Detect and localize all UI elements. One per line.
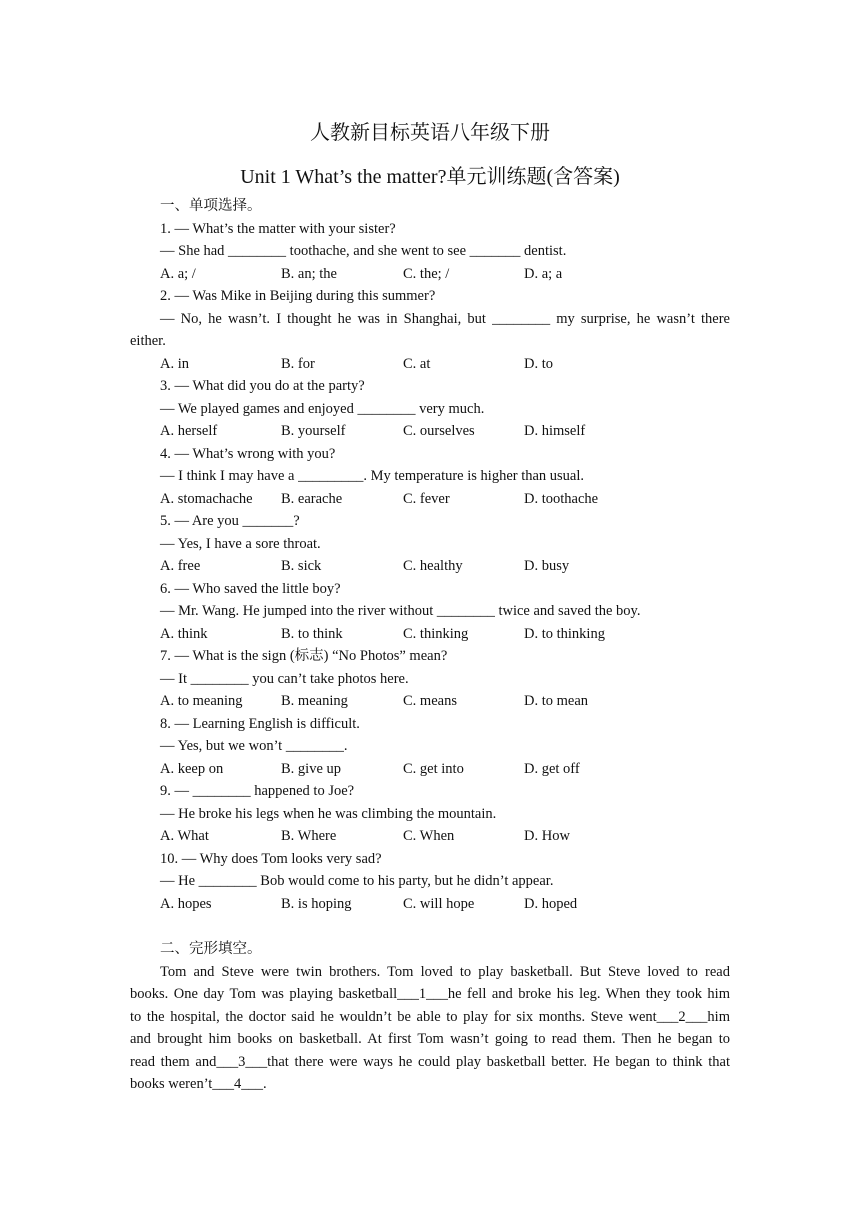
option-a: A. keep on — [160, 761, 224, 777]
question-answer-line: — Yes, but we won’t ________. — [160, 738, 348, 754]
option-b: B. for — [281, 356, 315, 372]
passage-line: and brought him books on basketball. At first Tom wasn’t going to read them. Then he began to — [130, 1031, 730, 1047]
option-a: A. free — [160, 558, 201, 574]
option-b: B. to think — [281, 626, 343, 642]
passage-line: to the hospital, the doctor said he wouldn’t be able to play for six months. Steve went___2___him — [130, 1009, 730, 1025]
option-d: D. a; a — [524, 266, 563, 282]
option-a: A. in — [160, 356, 189, 372]
option-d: D. toothache — [524, 491, 599, 507]
option-c: C. fever — [403, 491, 450, 507]
question-answer-line: — I think I may have a _________. My temperature is higher than usual. — [160, 468, 585, 484]
option-c: C. at — [403, 356, 431, 372]
passage-line: books weren’t___4___. — [130, 1076, 267, 1092]
question-stem: 10. — Why does Tom looks very sad? — [160, 851, 382, 867]
question-answer-line: — It ________ you can’t take photos here. — [160, 671, 409, 687]
option-c: C. the; / — [403, 266, 450, 282]
question-stem: 8. — Learning English is difficult. — [160, 716, 360, 732]
option-c: C. thinking — [403, 626, 469, 642]
passage-line: Tom and Steve were twin brothers. Tom loved to play basketball. But Steve loved to read — [160, 964, 730, 980]
question-stem: 2. — Was Mike in Beijing during this summer? — [160, 288, 436, 304]
option-a: A. stomachache — [160, 491, 253, 507]
option-d: D. to thinking — [524, 626, 605, 642]
option-b: B. earache — [281, 491, 343, 507]
question-stem: 7. — What is the sign (标志) “No Photos” mean? — [160, 648, 448, 664]
option-d: D. to — [524, 356, 553, 372]
option-d: D. hoped — [524, 896, 578, 912]
question-answer-line: — We played games and enjoyed ________ very much. — [160, 401, 485, 417]
option-c: C. healthy — [403, 558, 463, 574]
document-subtitle: Unit 1 What’s the matter?单元训练题(含答案) — [240, 166, 620, 188]
option-b: B. Where — [281, 828, 337, 844]
option-d: D. to mean — [524, 693, 589, 709]
option-a: A. a; / — [160, 266, 196, 282]
option-c: C. get into — [403, 761, 464, 777]
question-stem: 9. — ________ happened to Joe? — [160, 783, 355, 799]
question-stem: 5. — Are you _______? — [160, 513, 300, 529]
option-a: A. to meaning — [160, 693, 243, 709]
question-answer-continuation: either. — [130, 333, 166, 349]
option-c: C. means — [403, 693, 457, 709]
passage-line: read them and___3___that there were ways he could play basketball better. He began to think that — [130, 1054, 730, 1070]
option-b: B. is hoping — [281, 896, 352, 912]
option-b: B. an; the — [281, 266, 337, 282]
question-answer-line: — Yes, I have a sore throat. — [160, 536, 321, 552]
option-a: A. think — [160, 626, 208, 642]
option-c: C. When — [403, 828, 455, 844]
document-title: 人教新目标英语八年级下册 — [310, 122, 550, 144]
passage-line: books. One day Tom was playing basketball___1___he fell and broke his leg. When they took him — [130, 986, 730, 1002]
option-d: D. get off — [524, 761, 580, 777]
option-d: D. himself — [524, 423, 586, 439]
option-b: B. sick — [281, 558, 322, 574]
section-heading: 一、单项选择。 — [160, 198, 262, 214]
question-answer-line: — Mr. Wang. He jumped into the river without ________ twice and saved the boy. — [160, 603, 641, 619]
section-heading: 二、完形填空。 — [160, 941, 262, 957]
option-d: D. How — [524, 828, 570, 844]
option-d: D. busy — [524, 558, 570, 574]
option-c: C. ourselves — [403, 423, 475, 439]
option-b: B. meaning — [281, 693, 348, 709]
option-b: B. yourself — [281, 423, 346, 439]
question-answer-line: — She had ________ toothache, and she went to see _______ dentist. — [160, 243, 567, 259]
question-answer-line: — He ________ Bob would come to his party, but he didn’t appear. — [160, 873, 554, 889]
question-stem: 1. — What’s the matter with your sister? — [160, 221, 396, 237]
question-stem: 6. — Who saved the little boy? — [160, 581, 341, 597]
option-a: A. hopes — [160, 896, 212, 912]
question-answer-line: — No, he wasn’t. I thought he was in Shanghai, but ________ my surprise, he wasn’t there — [160, 311, 730, 327]
option-c: C. will hope — [403, 896, 475, 912]
question-stem: 4. — What’s wrong with you? — [160, 446, 336, 462]
question-answer-line: — He broke his legs when he was climbing the mountain. — [160, 806, 497, 822]
question-stem: 3. — What did you do at the party? — [160, 378, 365, 394]
option-a: A. What — [160, 828, 209, 844]
option-a: A. herself — [160, 423, 218, 439]
option-b: B. give up — [281, 761, 342, 777]
